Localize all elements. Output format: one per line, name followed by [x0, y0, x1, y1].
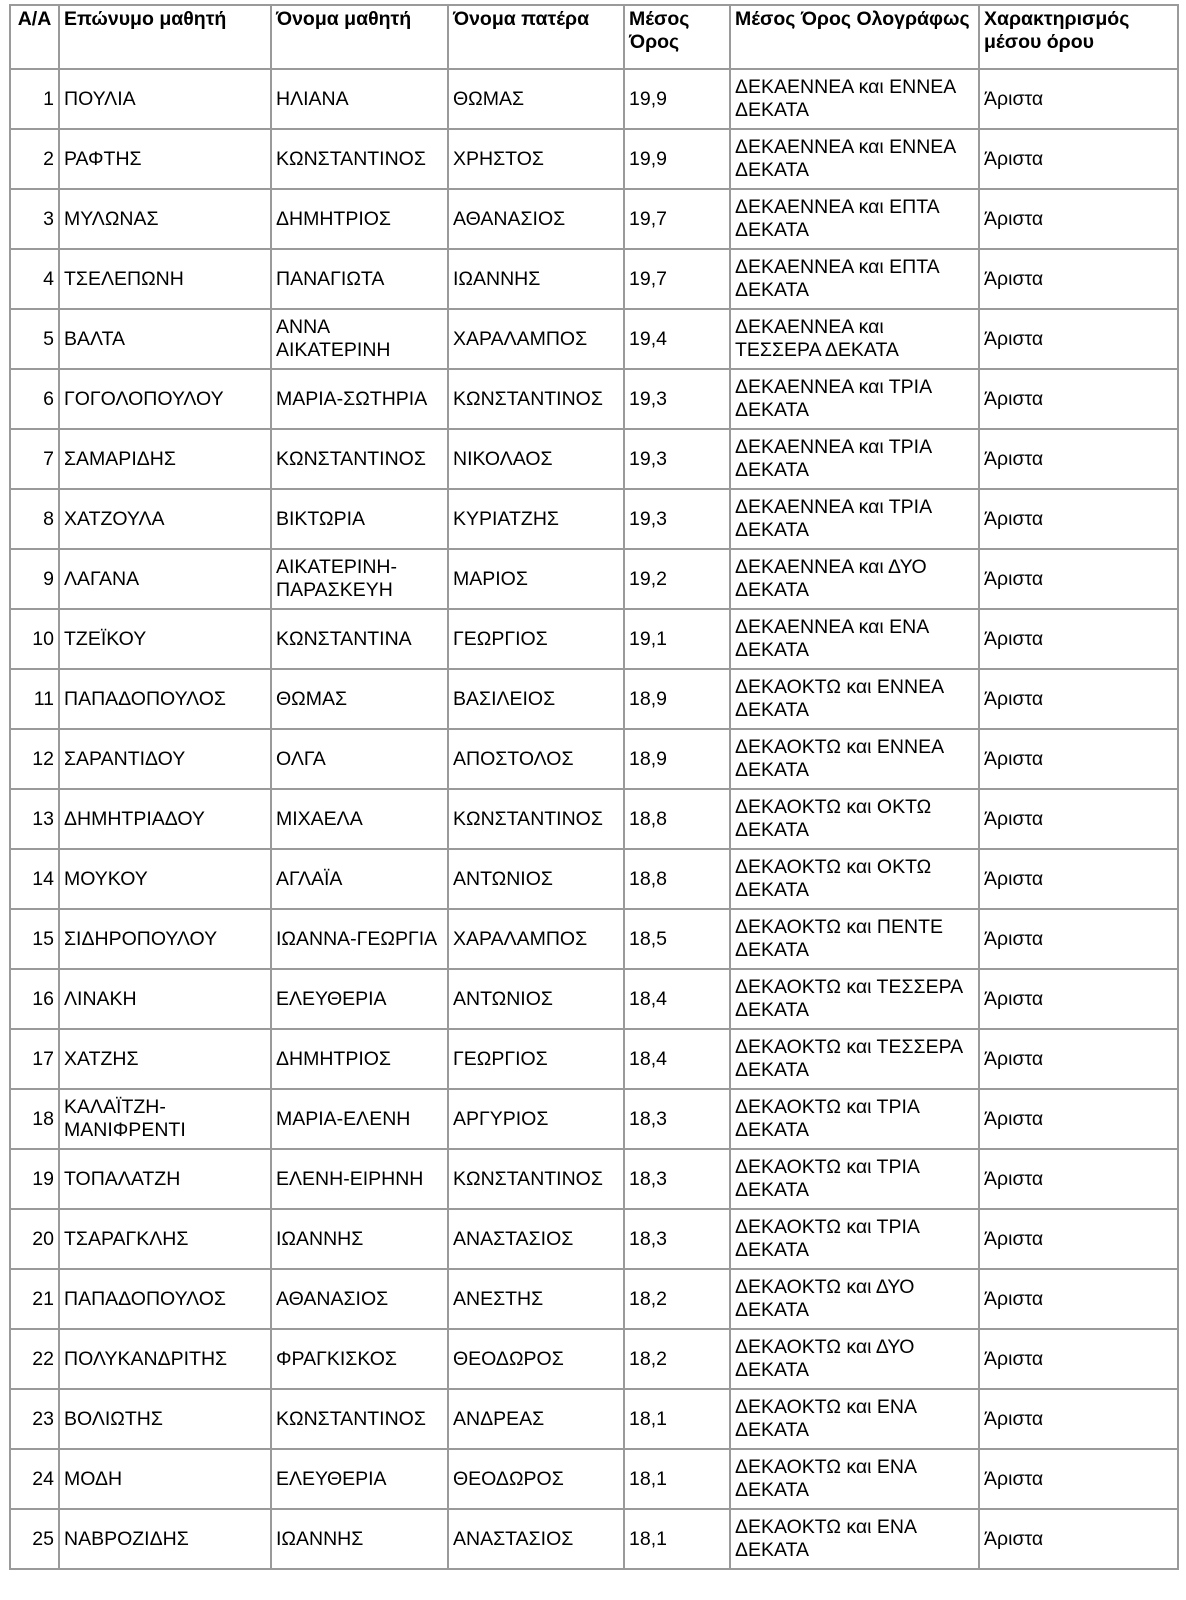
table-row [10, 969, 1178, 1029]
cell-aa: 11 [10, 669, 59, 729]
cell-avg: 18,8 [624, 789, 730, 849]
table-row [10, 1029, 1178, 1089]
cell-rating: Άριστα [979, 189, 1178, 249]
table-row [10, 249, 1178, 309]
header-avg-words: Μέσος Όρος Ολογράφως [730, 5, 979, 69]
cell-surname: ΒΟΛΙΩΤΗΣ [59, 1389, 271, 1449]
cell-rating: Άριστα [979, 729, 1178, 789]
cell-avg: 19,1 [624, 609, 730, 669]
cell-father: ΚΩΝΣΤΑΝΤΙΝΟΣ [448, 369, 624, 429]
cell-name: ΙΩΑΝΝΑ-ΓΕΩΡΓΙΑ [271, 909, 448, 969]
cell-name: ΑΝΝΑ ΑΙΚΑΤΕΡΙΝΗ [271, 309, 448, 369]
cell-aa: 24 [10, 1449, 59, 1509]
cell-avg: 19,3 [624, 429, 730, 489]
cell-rating: Άριστα [979, 1509, 1178, 1569]
cell-avg: 18,4 [624, 1029, 730, 1089]
cell-avg: 18,1 [624, 1449, 730, 1509]
cell-aa: 25 [10, 1509, 59, 1569]
cell-father: ΘΩΜΑΣ [448, 69, 624, 129]
cell-name: ΜΑΡΙΑ-ΣΩΤΗΡΙΑ [271, 369, 448, 429]
cell-avg: 18,2 [624, 1269, 730, 1329]
cell-aa: 10 [10, 609, 59, 669]
cell-avg-words: ΔΕΚΑΕΝΝΕΑ και ΤΡΙΑ ΔΕΚΑΤΑ [730, 429, 979, 489]
cell-name: ΚΩΝΣΤΑΝΤΙΝΟΣ [271, 1389, 448, 1449]
cell-father: ΑΡΓΥΡΙΟΣ [448, 1089, 624, 1149]
cell-surname: ΡΑΦΤΗΣ [59, 129, 271, 189]
header-row [10, 5, 1178, 69]
table-row [10, 1329, 1178, 1389]
cell-avg: 18,8 [624, 849, 730, 909]
cell-father: ΙΩΑΝΝΗΣ [448, 249, 624, 309]
cell-surname: ΣΙΔΗΡΟΠΟΥΛΟΥ [59, 909, 271, 969]
cell-rating: Άριστα [979, 69, 1178, 129]
cell-surname: ΠΟΥΛΙΑ [59, 69, 271, 129]
table-row [10, 1389, 1178, 1449]
cell-name: ΑΙΚΑΤΕΡΙΝΗ-ΠΑΡΑΣΚΕΥΗ [271, 549, 448, 609]
table-body [10, 69, 1178, 1569]
cell-avg-words: ΔΕΚΑΟΚΤΩ και ΤΡΙΑ ΔΕΚΑΤΑ [730, 1149, 979, 1209]
cell-rating: Άριστα [979, 669, 1178, 729]
cell-avg-words: ΔΕΚΑΟΚΤΩ και ΤΡΙΑ ΔΕΚΑΤΑ [730, 1089, 979, 1149]
cell-father: ΝΙΚΟΛΑΟΣ [448, 429, 624, 489]
cell-name: ΕΛΕΥΘΕΡΙΑ [271, 969, 448, 1029]
cell-surname: ΤΣΑΡΑΓΚΛΗΣ [59, 1209, 271, 1269]
cell-rating: Άριστα [979, 1209, 1178, 1269]
cell-surname: ΜΥΛΩΝΑΣ [59, 189, 271, 249]
cell-avg-words: ΔΕΚΑΟΚΤΩ και ΔΥΟ ΔΕΚΑΤΑ [730, 1329, 979, 1389]
cell-aa: 23 [10, 1389, 59, 1449]
cell-rating: Άριστα [979, 909, 1178, 969]
cell-avg-words: ΔΕΚΑΟΚΤΩ και ΕΝΑ ΔΕΚΑΤΑ [730, 1389, 979, 1449]
cell-aa: 3 [10, 189, 59, 249]
cell-avg: 18,2 [624, 1329, 730, 1389]
table-row [10, 1089, 1178, 1149]
cell-avg: 18,3 [624, 1089, 730, 1149]
cell-father: ΑΝΔΡΕΑΣ [448, 1389, 624, 1449]
cell-aa: 12 [10, 729, 59, 789]
cell-rating: Άριστα [979, 429, 1178, 489]
cell-avg: 18,4 [624, 969, 730, 1029]
cell-surname: ΣΑΡΑΝΤΙΔΟΥ [59, 729, 271, 789]
cell-rating: Άριστα [979, 129, 1178, 189]
cell-name: ΗΛΙΑΝΑ [271, 69, 448, 129]
cell-name: ΟΛΓΑ [271, 729, 448, 789]
cell-avg-words: ΔΕΚΑΟΚΤΩ και ΕΝΑ ΔΕΚΑΤΑ [730, 1509, 979, 1569]
cell-father: ΧΑΡΑΛΑΜΠΟΣ [448, 909, 624, 969]
cell-surname: ΤΣΕΛΕΠΩΝΗ [59, 249, 271, 309]
cell-avg: 18,5 [624, 909, 730, 969]
cell-name: ΙΩΑΝΝΗΣ [271, 1209, 448, 1269]
cell-avg-words: ΔΕΚΑΟΚΤΩ και ΤΕΣΣΕΡΑ ΔΕΚΑΤΑ [730, 1029, 979, 1089]
table-row [10, 429, 1178, 489]
cell-rating: Άριστα [979, 1089, 1178, 1149]
cell-aa: 7 [10, 429, 59, 489]
cell-aa: 1 [10, 69, 59, 129]
cell-avg: 19,9 [624, 129, 730, 189]
table-row [10, 129, 1178, 189]
cell-surname: ΜΟΥΚΟΥ [59, 849, 271, 909]
cell-surname: ΧΑΤΖΟΥΛΑ [59, 489, 271, 549]
cell-father: ΧΡΗΣΤΟΣ [448, 129, 624, 189]
cell-father: ΑΘΑΝΑΣΙΟΣ [448, 189, 624, 249]
header-name: Όνομα μαθητή [271, 5, 448, 69]
cell-aa: 13 [10, 789, 59, 849]
cell-aa: 8 [10, 489, 59, 549]
cell-surname: ΝΑΒΡΟΖΙΔΗΣ [59, 1509, 271, 1569]
table-row [10, 1209, 1178, 1269]
cell-father: ΒΑΣΙΛΕΙΟΣ [448, 669, 624, 729]
cell-avg: 18,1 [624, 1509, 730, 1569]
cell-name: ΕΛΕΝΗ-ΕΙΡΗΝΗ [271, 1149, 448, 1209]
cell-surname: ΒΑΛΤΑ [59, 309, 271, 369]
cell-aa: 9 [10, 549, 59, 609]
cell-aa: 17 [10, 1029, 59, 1089]
cell-rating: Άριστα [979, 1329, 1178, 1389]
cell-aa: 4 [10, 249, 59, 309]
cell-father: ΧΑΡΑΛΑΜΠΟΣ [448, 309, 624, 369]
cell-aa: 6 [10, 369, 59, 429]
cell-name: ΜΑΡΙΑ-ΕΛΕΝΗ [271, 1089, 448, 1149]
cell-rating: Άριστα [979, 789, 1178, 849]
cell-aa: 22 [10, 1329, 59, 1389]
cell-avg: 19,7 [624, 189, 730, 249]
cell-aa: 19 [10, 1149, 59, 1209]
cell-avg: 19,2 [624, 549, 730, 609]
cell-surname: ΠΟΛΥΚΑΝΔΡΙΤΗΣ [59, 1329, 271, 1389]
header-avg: Μέσος Όρος [624, 5, 730, 69]
cell-rating: Άριστα [979, 1449, 1178, 1509]
table-row [10, 729, 1178, 789]
cell-name: ΚΩΝΣΤΑΝΤΙΝΟΣ [271, 129, 448, 189]
grades-sheet [9, 4, 1177, 1570]
cell-father: ΘΕΟΔΩΡΟΣ [448, 1449, 624, 1509]
cell-avg: 18,9 [624, 729, 730, 789]
cell-rating: Άριστα [979, 249, 1178, 309]
cell-surname: ΜΟΔΗ [59, 1449, 271, 1509]
cell-avg-words: ΔΕΚΑΕΝΝΕΑ και ΕΠΤΑ ΔΕΚΑΤΑ [730, 189, 979, 249]
table-row [10, 1449, 1178, 1509]
cell-father: ΑΝΤΩΝΙΟΣ [448, 969, 624, 1029]
table-row [10, 849, 1178, 909]
cell-aa: 16 [10, 969, 59, 1029]
cell-avg-words: ΔΕΚΑΟΚΤΩ και ΕΝΝΕΑ ΔΕΚΑΤΑ [730, 669, 979, 729]
table-row [10, 609, 1178, 669]
table-row [10, 309, 1178, 369]
cell-father: ΓΕΩΡΓΙΟΣ [448, 609, 624, 669]
table-row [10, 789, 1178, 849]
cell-rating: Άριστα [979, 609, 1178, 669]
cell-aa: 21 [10, 1269, 59, 1329]
table-row [10, 1269, 1178, 1329]
cell-name: ΦΡΑΓΚΙΣΚΟΣ [271, 1329, 448, 1389]
cell-name: ΕΛΕΥΘΕΡΙΑ [271, 1449, 448, 1509]
cell-avg-words: ΔΕΚΑΕΝΝΕΑ και ΕΠΤΑ ΔΕΚΑΤΑ [730, 249, 979, 309]
cell-aa: 15 [10, 909, 59, 969]
table-row [10, 69, 1178, 129]
cell-avg-words: ΔΕΚΑΕΝΝΕΑ και ΤΕΣΣΕΡΑ ΔΕΚΑΤΑ [730, 309, 979, 369]
cell-avg: 19,9 [624, 69, 730, 129]
cell-father: ΑΝΕΣΤΗΣ [448, 1269, 624, 1329]
cell-name: ΔΗΜΗΤΡΙΟΣ [271, 189, 448, 249]
cell-avg: 18,3 [624, 1209, 730, 1269]
cell-father: ΚΥΡΙΑΤΖΗΣ [448, 489, 624, 549]
cell-avg-words: ΔΕΚΑΟΚΤΩ και ΔΥΟ ΔΕΚΑΤΑ [730, 1269, 979, 1329]
cell-avg-words: ΔΕΚΑΕΝΝΕΑ και ΤΡΙΑ ΔΕΚΑΤΑ [730, 369, 979, 429]
cell-surname: ΤΟΠΑΛΑΤΖΗ [59, 1149, 271, 1209]
cell-rating: Άριστα [979, 849, 1178, 909]
cell-aa: 20 [10, 1209, 59, 1269]
cell-name: ΒΙΚΤΩΡΙΑ [271, 489, 448, 549]
cell-avg-words: ΔΕΚΑΕΝΝΕΑ και ΔΥΟ ΔΕΚΑΤΑ [730, 549, 979, 609]
cell-name: ΑΓΛΑΪΑ [271, 849, 448, 909]
cell-aa: 14 [10, 849, 59, 909]
cell-avg: 19,3 [624, 369, 730, 429]
table-row [10, 369, 1178, 429]
header-rating: Χαρακτηρισμός μέσου όρου [979, 5, 1178, 69]
cell-avg-words: ΔΕΚΑΟΚΤΩ και ΕΝΝΕΑ ΔΕΚΑΤΑ [730, 729, 979, 789]
cell-avg: 19,3 [624, 489, 730, 549]
cell-surname: ΧΑΤΖΗΣ [59, 1029, 271, 1089]
cell-avg: 18,9 [624, 669, 730, 729]
table-row [10, 489, 1178, 549]
table-row [10, 1149, 1178, 1209]
cell-rating: Άριστα [979, 1389, 1178, 1449]
cell-rating: Άριστα [979, 369, 1178, 429]
cell-aa: 5 [10, 309, 59, 369]
cell-father: ΚΩΝΣΤΑΝΤΙΝΟΣ [448, 789, 624, 849]
cell-surname: ΠΑΠΑΔΟΠΟΥΛΟΣ [59, 1269, 271, 1329]
header-aa: Α/Α [10, 5, 59, 69]
cell-name: ΙΩΑΝΝΗΣ [271, 1509, 448, 1569]
table-row [10, 1509, 1178, 1569]
cell-father: ΚΩΝΣΤΑΝΤΙΝΟΣ [448, 1149, 624, 1209]
cell-name: ΑΘΑΝΑΣΙΟΣ [271, 1269, 448, 1329]
table-row [10, 549, 1178, 609]
cell-father: ΑΝΑΣΤΑΣΙΟΣ [448, 1209, 624, 1269]
cell-name: ΔΗΜΗΤΡΙΟΣ [271, 1029, 448, 1089]
cell-avg-words: ΔΕΚΑΟΚΤΩ και ΤΕΣΣΕΡΑ ΔΕΚΑΤΑ [730, 969, 979, 1029]
cell-avg-words: ΔΕΚΑΟΚΤΩ και ΠΕΝΤΕ ΔΕΚΑΤΑ [730, 909, 979, 969]
cell-avg-words: ΔΕΚΑΕΝΝΕΑ και ΤΡΙΑ ΔΕΚΑΤΑ [730, 489, 979, 549]
cell-avg-words: ΔΕΚΑΕΝΝΕΑ και ΕΝΝΕΑ ΔΕΚΑΤΑ [730, 69, 979, 129]
cell-surname: ΤΖΕΪΚΟΥ [59, 609, 271, 669]
cell-name: ΜΙΧΑΕΛΑ [271, 789, 448, 849]
cell-avg: 18,1 [624, 1389, 730, 1449]
cell-aa: 2 [10, 129, 59, 189]
cell-avg-words: ΔΕΚΑΟΚΤΩ και ΟΚΤΩ ΔΕΚΑΤΑ [730, 789, 979, 849]
cell-avg-words: ΔΕΚΑΟΚΤΩ και ΟΚΤΩ ΔΕΚΑΤΑ [730, 849, 979, 909]
cell-rating: Άριστα [979, 969, 1178, 1029]
cell-surname: ΛΙΝΑΚΗ [59, 969, 271, 1029]
header-father: Όνομα πατέρα [448, 5, 624, 69]
cell-father: ΜΑΡΙΟΣ [448, 549, 624, 609]
cell-aa: 18 [10, 1089, 59, 1149]
cell-avg: 19,4 [624, 309, 730, 369]
cell-avg-words: ΔΕΚΑΕΝΝΕΑ και ΕΝΑ ΔΕΚΑΤΑ [730, 609, 979, 669]
table-row [10, 669, 1178, 729]
cell-avg-words: ΔΕΚΑΟΚΤΩ και ΤΡΙΑ ΔΕΚΑΤΑ [730, 1209, 979, 1269]
cell-father: ΑΠΟΣΤΟΛΟΣ [448, 729, 624, 789]
cell-name: ΠΑΝΑΓΙΩΤΑ [271, 249, 448, 309]
cell-father: ΓΕΩΡΓΙΟΣ [448, 1029, 624, 1089]
cell-rating: Άριστα [979, 309, 1178, 369]
cell-avg-words: ΔΕΚΑΕΝΝΕΑ και ΕΝΝΕΑ ΔΕΚΑΤΑ [730, 129, 979, 189]
cell-avg: 18,3 [624, 1149, 730, 1209]
grades-table [9, 4, 1179, 1570]
cell-father: ΘΕΟΔΩΡΟΣ [448, 1329, 624, 1389]
cell-surname: ΠΑΠΑΔΟΠΟΥΛΟΣ [59, 669, 271, 729]
cell-surname: ΛΑΓΑΝΑ [59, 549, 271, 609]
cell-father: ΑΝΑΣΤΑΣΙΟΣ [448, 1509, 624, 1569]
cell-rating: Άριστα [979, 1269, 1178, 1329]
cell-rating: Άριστα [979, 1149, 1178, 1209]
cell-name: ΘΩΜΑΣ [271, 669, 448, 729]
table-row [10, 909, 1178, 969]
cell-name: ΚΩΝΣΤΑΝΤΙΝΟΣ [271, 429, 448, 489]
cell-rating: Άριστα [979, 1029, 1178, 1089]
header-surname: Επώνυμο μαθητή [59, 5, 271, 69]
table-row [10, 189, 1178, 249]
cell-surname: ΓΟΓΟΛΟΠΟΥΛΟΥ [59, 369, 271, 429]
cell-name: ΚΩΝΣΤΑΝΤΙΝΑ [271, 609, 448, 669]
cell-surname: ΔΗΜΗΤΡΙΑΔΟΥ [59, 789, 271, 849]
cell-avg-words: ΔΕΚΑΟΚΤΩ και ΕΝΑ ΔΕΚΑΤΑ [730, 1449, 979, 1509]
cell-surname: ΣΑΜΑΡΙΔΗΣ [59, 429, 271, 489]
cell-father: ΑΝΤΩΝΙΟΣ [448, 849, 624, 909]
cell-surname: ΚΑΛΑΪΤΖΗ-ΜΑΝΙΦΡΕΝΤΙ [59, 1089, 271, 1149]
cell-rating: Άριστα [979, 489, 1178, 549]
cell-rating: Άριστα [979, 549, 1178, 609]
cell-avg: 19,7 [624, 249, 730, 309]
